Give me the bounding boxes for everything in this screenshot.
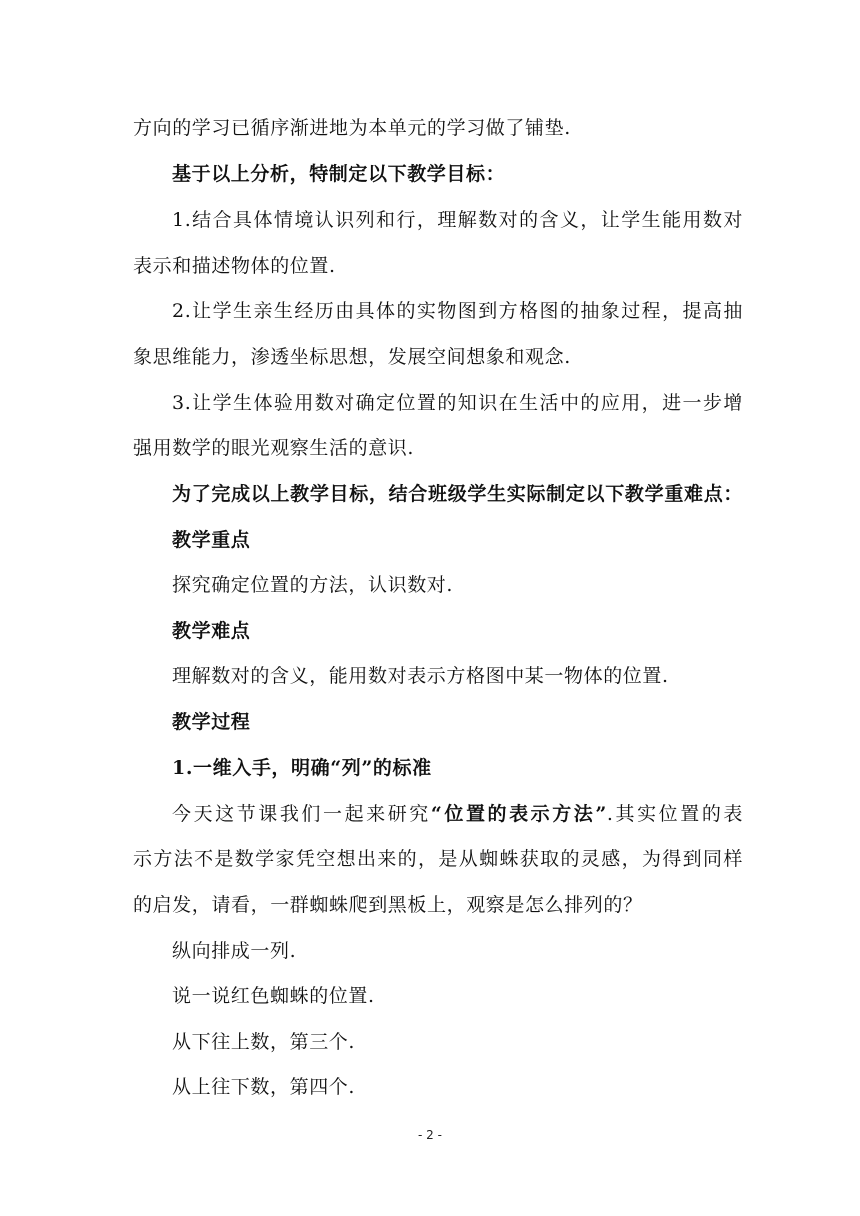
answer-line: 从上往下数，第四个. <box>172 1076 356 1098</box>
page-number: - 2 - <box>418 1128 442 1142</box>
paragraph-line: 方向的学习已循序渐进地为本单元的学习做了铺垫. <box>133 117 571 139</box>
difficulty-heading: 教学难点 <box>172 620 251 642</box>
intro-highlight: “位置的表示方法” <box>430 803 607 825</box>
objective-2-line: 象思维能力，渗透坐标思想，发展空间想象和观念. <box>133 346 571 368</box>
answer-line: 纵向排成一列. <box>172 940 297 962</box>
objective-1-line: 表示和描述物体的位置. <box>133 255 336 277</box>
key-point-heading: 教学重点 <box>172 529 251 551</box>
answer-line: 从下往上数，第三个. <box>172 1031 356 1053</box>
key-points-intro: 为了完成以上教学目标，结合班级学生实际制定以下教学重难点： <box>172 483 743 505</box>
question-line: 说一说红色蜘蛛的位置. <box>172 985 375 1007</box>
intro-line: 的启发，请看，一群蜘蛛爬到黑板上，观察是怎么排列的？ <box>133 894 643 916</box>
intro-text: .其实位置的表 <box>606 803 743 825</box>
intro-text: 今天这节课我们一起来研究 <box>172 803 431 825</box>
key-point-text: 探究确定位置的方法，认识数对. <box>172 574 454 596</box>
difficulty-text: 理解数对的含义，能用数对表示方格图中某一物体的位置. <box>172 665 669 687</box>
objective-3-line: 强用数学的眼光观察生活的意识. <box>133 437 415 459</box>
objective-1-line: 1.结合具体情境认识列和行，理解数对的含义，让学生能用数对 <box>172 209 743 231</box>
objective-2-line: 2.让学生亲生经历由具体的实物图到方格图的抽象过程，提高抽 <box>172 300 743 322</box>
objectives-heading: 基于以上分析，特制定以下教学目标： <box>172 163 506 185</box>
intro-line <box>172 801 743 827</box>
intro-line: 示方法不是数学家凭空想出来的，是从蜘蛛获取的灵感，为得到同样 <box>133 848 743 870</box>
process-heading: 教学过程 <box>172 711 251 733</box>
objective-3-line: 3.让学生体验用数对确定位置的知识在生活中的应用，进一步增 <box>172 392 743 414</box>
step-1-heading: 1.一维入手，明确“列”的标准 <box>172 757 432 779</box>
